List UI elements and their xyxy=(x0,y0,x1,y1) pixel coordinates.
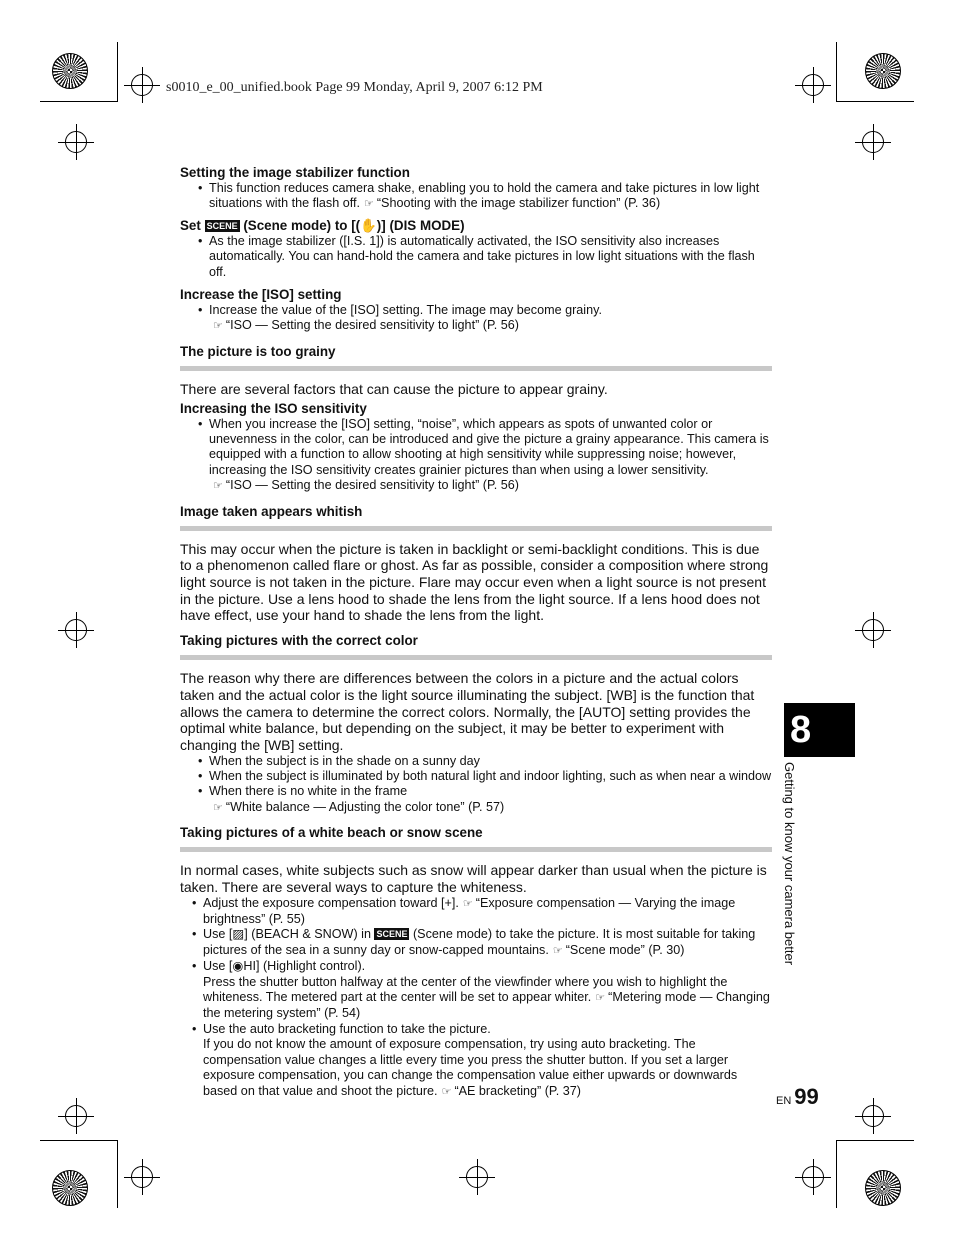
crosshair-mark-icon xyxy=(802,1166,824,1188)
section-title-beach: Taking pictures of a white beach or snow scene xyxy=(180,824,772,852)
hand-pointer-icon: ☞ xyxy=(213,801,222,814)
paragraph: This may occur when the picture is taken in backlight or semi-backlight conditions. This is due to a phenomenon called flare or ghost. As far as possible, consider a composition where strong light source is not taken in the picture. Flare may occur even when a light source is not present in the picture. Use a lens hood to shade the lens from the light source. If a lens hood does not have effect, use your hand to shade the lens from the light. xyxy=(180,540,769,624)
cross-reference: ☞ “ISO — Setting the desired sensitivity to light” (P. 56) xyxy=(180,318,772,334)
list-item: • When the subject is illuminated by both natural light and indoor lighting, such as when near a window xyxy=(180,769,772,784)
crosshair-mark-icon xyxy=(802,74,824,96)
scene-mode-icon: SCENE xyxy=(206,220,238,231)
cross-reference: ☞ “ISO — Setting the desired sensitivity to light” (P. 56) xyxy=(180,478,772,494)
crop-mark xyxy=(40,42,118,102)
stabilizer-title: Setting the image stabilizer function xyxy=(180,165,410,180)
hand-pointer-icon: ☞ xyxy=(441,1085,451,1098)
crosshair-mark-icon xyxy=(65,131,87,153)
paragraph: In normal cases, white subjects such as snow will appear darker than usual when the picture is taken. There are several ways to capture the whiteness. xyxy=(180,862,767,895)
list-item: • Increase the value of the [ISO] setting. The image may become grainy. xyxy=(180,303,772,318)
hand-pointer-icon: ☞ xyxy=(213,320,222,333)
crop-mark xyxy=(836,1140,914,1208)
subheading: Increasing the ISO sensitivity xyxy=(180,400,367,416)
print-header: s0010_e_00_unified.book Page 99 Monday, April 9, 2007 6:12 PM xyxy=(166,80,543,95)
list-item: • When the subject is in the shade on a sunny day xyxy=(180,754,772,769)
list-item: • Adjust the exposure compensation toward [+]. ☞ “Exposure compensation — Varying the image brightness” (P. 55) xyxy=(180,896,772,928)
crosshair-mark-icon xyxy=(131,1166,153,1188)
hand-pointer-icon: ☞ xyxy=(462,897,472,910)
section-title-color: Taking pictures with the correct color xyxy=(180,632,772,660)
hand-pointer-icon: ☞ xyxy=(552,944,562,957)
crop-mark xyxy=(836,42,914,102)
crosshair-mark-icon xyxy=(65,619,87,641)
crosshair-mark-icon xyxy=(131,74,153,96)
page-number-value: 99 xyxy=(794,1084,819,1109)
list-item: • Use [▨] (BEACH & SNOW) in SCENE (Scene mode) to take the picture. It is most suitable for taking pictures of the sea in a sunny day or snow-capped mountains. ☞ “Scene mode” (P. 30) xyxy=(180,927,772,959)
section-title-grainy: The picture is too grainy xyxy=(180,343,772,371)
list-item: • Use [◉HI] (Highlight control). Press the shutter button halfway at the center of the viewfinder where you wish to highlight the whiteness. The metered part at the center will be set to appear whiter. ☞ “Metering mode — Changing the metering system” (P. 54) xyxy=(180,959,772,1022)
chapter-label: Getting to know your camera better xyxy=(782,762,797,966)
iso-title: Increase the [ISO] setting xyxy=(180,287,342,303)
section-title-whitish: Image taken appears whitish xyxy=(180,503,772,531)
crosshair-mark-icon xyxy=(862,619,884,641)
crosshair-mark-icon xyxy=(466,1166,488,1188)
paragraph: The reason why there are differences between the colors in a picture and the actual colors taken and the actual color is the light source illuminating the subject. [WB] is the function that allows the camera to determine the correct colors. Normally, the [AUTO] setting provides the optimal white balance, but depending on the subject, it may be better to experiment with changing the [WB] setting. xyxy=(180,670,755,753)
scene-mode-title: Set SCENE (Scene mode) to [(✋)] (DIS MODE) xyxy=(180,217,465,233)
hand-pointer-icon: ☞ xyxy=(213,480,222,493)
language-code: EN xyxy=(776,1095,792,1107)
list-item: • This function reduces camera shake, enabling you to hold the camera and take pictures in low light situations with the flash off. ☞ “Shooting with the image stabilizer function” (P. 36) xyxy=(180,181,772,213)
list-item: • Use the auto bracketing function to take the picture. If you do not know the amount of exposure compensation, try using auto bracketing. The compensation value changes a little every time you press the shutter button. If you set a larger exposure compensation, you can change the compensation value either upwards or downwards based on that value and shoot the picture. ☞ “AE bracketing” (P. 37) xyxy=(180,1022,772,1100)
paragraph: There are several factors that can cause the picture to appear grainy. xyxy=(180,380,608,397)
list-item: • As the image stabilizer ([I.S. 1]) is automatically activated, the ISO sensitivity also increases automatically. You can hand-hold the camera and take pictures in low light situations with the flash off. xyxy=(180,234,772,280)
page-number xyxy=(776,1084,819,1110)
hand-pointer-icon: ☞ xyxy=(363,198,373,211)
crop-mark xyxy=(40,1140,118,1208)
cross-reference: ☞ “White balance — Adjusting the color tone” (P. 57) xyxy=(180,800,772,816)
crosshair-mark-icon xyxy=(862,131,884,153)
hand-pointer-icon: ☞ xyxy=(595,992,605,1005)
list-item: • When you increase the [ISO] setting, “noise”, which appears as spots of unwanted color or unevenness in the color, can be introduced and give the picture a grainy appearance. This camera is equipped with a function to allow shooting at high sensitivity while suppressing noise; however, increasing the ISO sensitivity creates grainier pictures than when using a lower sensitivity. xyxy=(180,417,772,479)
crosshair-mark-icon xyxy=(862,1105,884,1127)
list-item: • When there is no white in the frame xyxy=(180,784,772,799)
crosshair-mark-icon xyxy=(65,1105,87,1127)
chapter-tab: 8 xyxy=(784,703,855,757)
scene-mode-icon: SCENE xyxy=(376,929,408,940)
main-content xyxy=(180,160,772,1100)
